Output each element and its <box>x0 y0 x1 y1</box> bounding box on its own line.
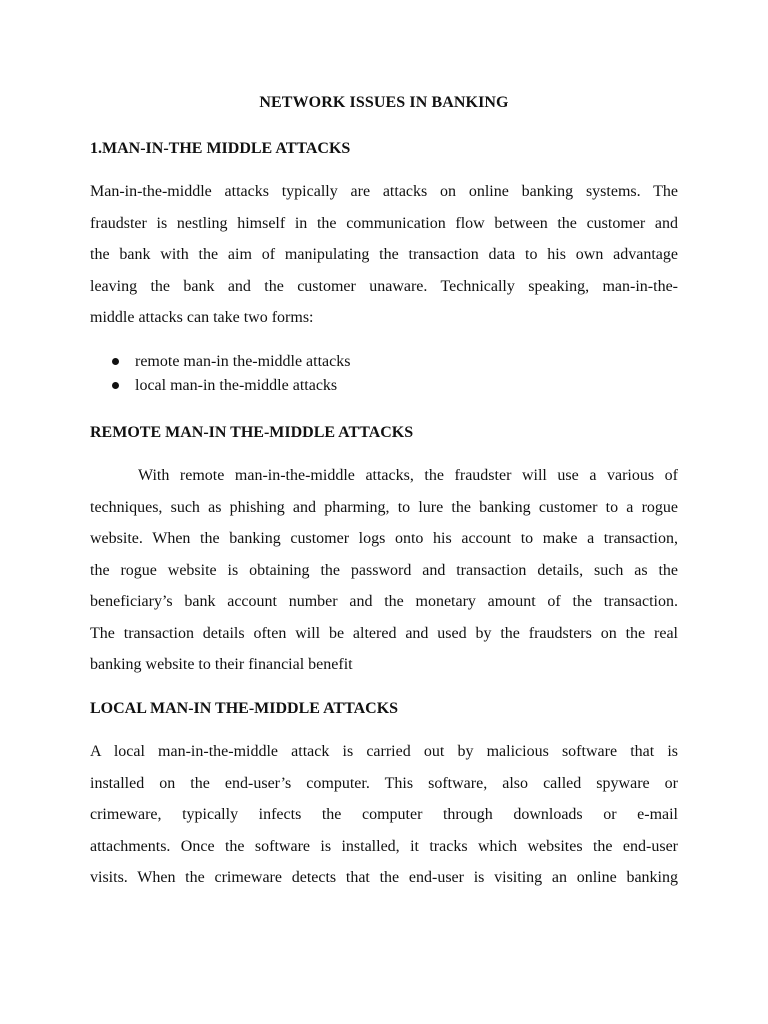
section-heading-mitm: 1.MAN-IN-THE MIDDLE ATTACKS <box>90 140 351 157</box>
paragraph-line: With remote man-in-the-middle attacks, the fraudster will use a various of <box>138 467 678 484</box>
paragraph-line: The transaction details often will be altered and used by the fraudsters on the real <box>90 624 678 642</box>
attack-forms-list <box>90 350 350 398</box>
document-title: NETWORK ISSUES IN BANKING <box>259 94 509 111</box>
paragraph-line: Man-in-the-middle attacks typically are attacks on online banking systems. The <box>90 183 678 200</box>
paragraph-line: crimeware, typically infects the computer through downloads or e-mail <box>90 806 678 823</box>
list-item-label: local man-in the-middle attacks <box>135 377 338 394</box>
section-heading-local-mitm: LOCAL MAN-IN THE-MIDDLE ATTACKS <box>90 700 399 717</box>
paragraph-line: the rogue website is obtaining the password and transaction details, such as the <box>90 561 678 579</box>
paragraph-local-mitm <box>90 736 678 894</box>
paragraph-line: installed on the end-user’s computer. This software, also called spyware or <box>90 774 678 792</box>
paragraph-line: beneficiary’s bank account number and the monetary amount of the transaction. <box>90 593 678 610</box>
list-item-label: remote man-in the-middle attacks <box>135 353 351 370</box>
bullet-icon <box>112 358 119 365</box>
paragraph-line: the bank with the aim of manipulating the transaction data to his own advantage <box>90 246 678 263</box>
paragraph-line: middle attacks can take two forms: <box>90 309 314 326</box>
list-item <box>90 350 350 374</box>
list-item <box>90 374 350 398</box>
paragraph-line: techniques, such as phishing and pharming, to lure the banking customer to a rogue <box>90 498 678 516</box>
paragraph-line: fraudster is nestling himself in the communication flow between the customer and <box>90 214 678 232</box>
paragraph-line: visits. When the crimeware detects that the end-user is visiting an online banking <box>90 869 678 886</box>
paragraph-line: website. When the banking customer logs onto his account to make a transaction, <box>90 530 678 547</box>
section-heading-remote-mitm: REMOTE MAN-IN THE-MIDDLE ATTACKS <box>90 424 414 441</box>
paragraph-line: leaving the bank and the customer unaware. Technically speaking, man-in-the- <box>90 277 678 295</box>
bullet-icon <box>112 382 119 389</box>
paragraph-mitm-intro <box>90 176 678 334</box>
paragraph-line: A local man-in-the-middle attack is carried out by malicious software that is <box>90 743 678 760</box>
paragraph-line: attachments. Once the software is installed, it tracks which websites the end-user <box>90 837 678 855</box>
paragraph-remote-mitm <box>90 460 678 681</box>
paragraph-line: banking website to their financial benefit <box>90 656 353 673</box>
